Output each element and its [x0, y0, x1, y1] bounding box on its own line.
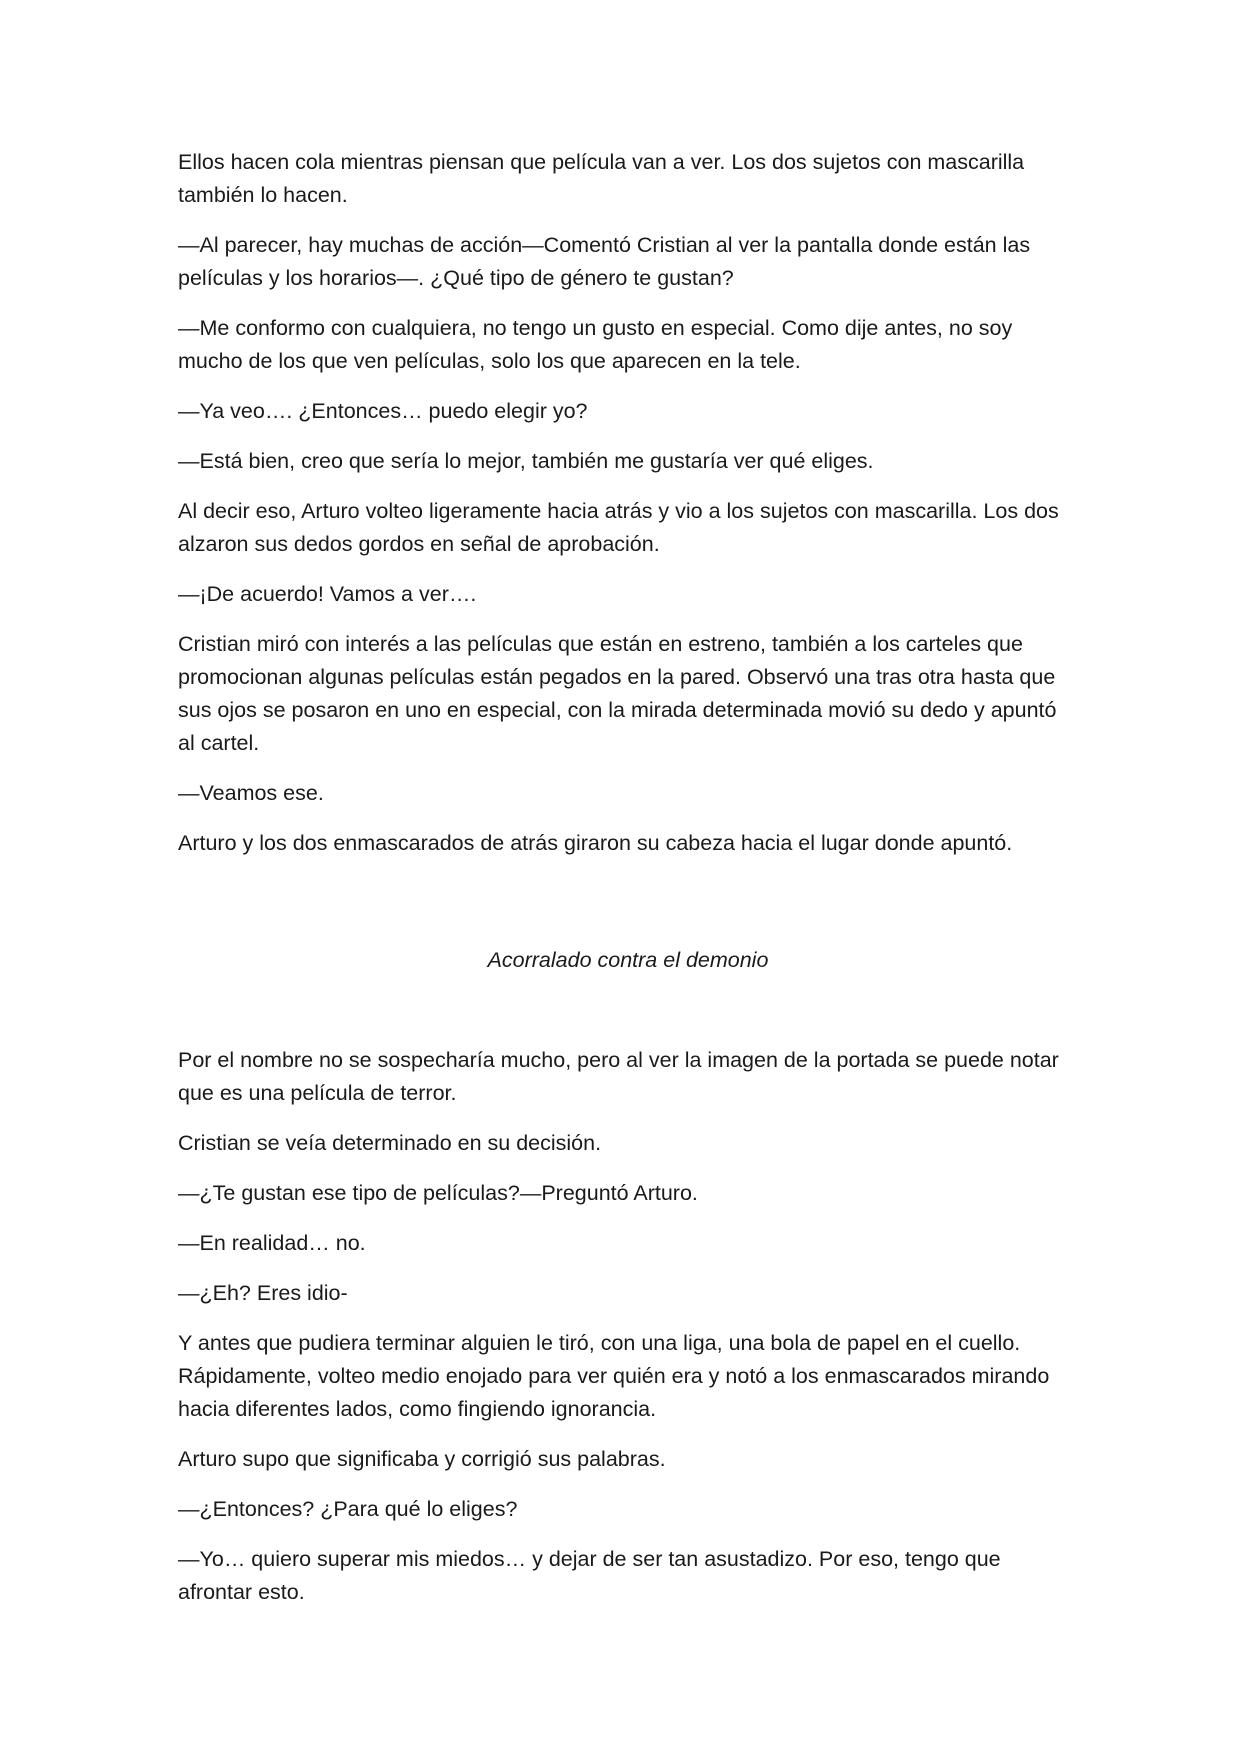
paragraph: Arturo supo que significaba y corrigió sus palabras. [178, 1447, 666, 1471]
paragraph: —Veamos ese. [178, 781, 324, 805]
paragraph: —Al parecer, hay muchas de acción—Comentó Cristian al ver la pantalla donde están las películas y los horarios—. ¿Qué tipo de género te gustan? [178, 233, 1031, 290]
paragraph: —¿Te gustan ese tipo de películas?—Preguntó Arturo. [178, 1181, 698, 1205]
paragraph: —Está bien, creo que sería lo mejor, también me gustaría ver qué eliges. [178, 449, 874, 473]
paragraph: —¿Eh? Eres idio- [178, 1281, 348, 1305]
spacer [178, 877, 1078, 944]
paragraph: —¡De acuerdo! Vamos a ver…. [178, 582, 477, 606]
paragraph: —Yo… quiero superar mis miedos… y dejar de ser tan asustadizo. Por eso, tengo que afrontar esto. [178, 1547, 1001, 1604]
document-page [178, 146, 1078, 1626]
paragraph: —Me conformo con cualquiera, no tengo un gusto en especial. Como dije antes, no soy mucho de los que ven películas, solo los que aparecen en la tele. [178, 316, 1013, 373]
paragraph: Arturo y los dos enmascarados de atrás giraron su cabeza hacia el lugar donde apuntó. [178, 831, 1013, 855]
movie-title: Acorralado contra el demonio [487, 948, 769, 972]
paragraph: —Ya veo…. ¿Entonces… puedo elegir yo? [178, 399, 588, 423]
paragraph: Por el nombre no se sospecharía mucho, pero al ver la imagen de la portada se puede notar que es una película de terror. [178, 1048, 1059, 1105]
paragraph: Al decir eso, Arturo volteo ligeramente hacia atrás y vio a los sujetos con mascarilla. Los dos alzaron sus dedos gordos en señal de aprobación. [178, 499, 1059, 556]
paragraph: —En realidad… no. [178, 1231, 366, 1255]
paragraph: Ellos hacen cola mientras piensan que película van a ver. Los dos sujetos con mascarilla también lo hacen. [178, 150, 1025, 207]
paragraph: Cristian miró con interés a las películas que están en estreno, también a los carteles que promocionan algunas películas están pegados en la pared. Observó una tras otra hasta que sus ojos se posaron en uno en especial, con la mirada determinada movió su dedo y apuntó al cartel. [178, 632, 1057, 755]
paragraph: Y antes que pudiera terminar alguien le tiró, con una liga, una bola de papel en el cuello. Rápidamente, volteo medio enojado para ver quién era y notó a los enmascarados mirando hacia diferentes lados, como fingiendo ignorancia. [178, 1331, 1050, 1421]
paragraph: Cristian se veía determinado en su decisión. [178, 1131, 602, 1155]
paragraph: —¿Entonces? ¿Para qué lo eliges? [178, 1497, 518, 1521]
spacer [178, 977, 1078, 1044]
